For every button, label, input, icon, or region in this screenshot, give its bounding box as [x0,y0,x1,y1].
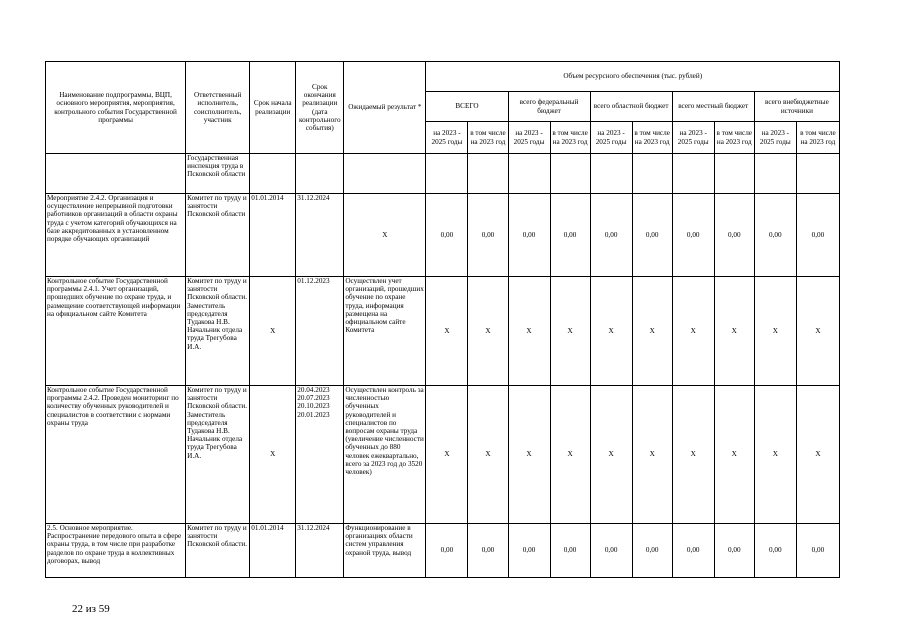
table-row [46,154,840,194]
cell-value [508,154,550,194]
cell-value: 0,00 [590,194,632,277]
cell-value: 0,00 [672,194,714,277]
cell-end: 31.12.2024 [296,194,344,277]
subheader-year: в том числе на 2023 год [550,122,590,154]
cell-value: X [754,277,796,386]
cell-value: 0,00 [550,194,590,277]
cell-executor: Комитет по труду и занятости Псковской области. Заместитель председателя Тудакова Н.В. Начальник отдела труда Трегубова И.А. [186,386,250,524]
cell-value: X [508,386,550,524]
cell-value: X [590,386,632,524]
cell-value [550,154,590,194]
cell-result [344,154,426,194]
subheader-year: в том числе на 2023 год [632,122,672,154]
subheader-year: в том числе на 2023 год [796,122,839,154]
cell-value: X [796,277,839,386]
cell-value: 0,00 [550,524,590,578]
cell-value [632,154,672,194]
subheader-period: на 2023 - 2025 годы [426,122,468,154]
cell-value: 0,00 [508,524,550,578]
cell-start: 01.01.2014 [250,524,296,578]
cell-result: Осуществлен контроль за численностью обученных руководителей и специалистов по вопросам охраны труда (увеличение численности обученных до 880 человек ежеквартально, всего за 2023 год до 3520 человек) [344,386,426,524]
cell-value [468,154,508,194]
cell-name: Контрольное событие Государственной программы 2.4.2. Проведен мониторинг по количеству обученных руководителей и специалистов в соответствии с нормами охраны труда [46,386,186,524]
cell-start: X [250,386,296,524]
cell-value: X [550,277,590,386]
page-number: 22 из 59 [72,603,110,615]
cell-executor: Комитет по труду и занятости Псковской области. [186,524,250,578]
cell-value: 0,00 [632,524,672,578]
subheader-period: на 2023 - 2025 годы [590,122,632,154]
cell-value: 0,00 [632,194,672,277]
cell-executor: Комитет по труду и занятости Псковской области. Заместитель председателя Тудакова Н.В. Начальник отдела труда Трегубова И.А. [186,277,250,386]
cell-end: 31.12.2024 [296,524,344,578]
cell-value: X [590,277,632,386]
cell-value: 0,00 [754,524,796,578]
header-name: Наименование подпрограммы, ВЦП, основного мероприятия, мероприятия, контрольного события Государственной программы [46,62,186,154]
table-row [46,194,840,277]
cell-value: 0,00 [468,524,508,578]
cell-end: 20.04.2023 20.07.2023 20.10.2023 20.01.2023 [296,386,344,524]
cell-value: X [672,386,714,524]
program-table [45,61,840,578]
cell-value: 0,00 [754,194,796,277]
cell-name: 2.5. Основное мероприятие. Распространение передового опыта в сфере охраны труда, в том числе при разработке разделов по охране труда в коллективных договорах, вывод [46,524,186,578]
subheader-period: на 2023 - 2025 годы [754,122,796,154]
cell-value: 0,00 [426,524,468,578]
cell-start: 01.01.2014 [250,194,296,277]
header-start: Срок начала реализации [250,62,296,154]
cell-value: 0,00 [468,194,508,277]
header-group-total: ВСЕГО [426,92,508,122]
cell-value: X [426,386,468,524]
subheader-period: на 2023 - 2025 годы [508,122,550,154]
subheader-year: в том числе на 2023 год [468,122,508,154]
header-executor: Ответственный исполнитель, соисполнитель, участник [186,62,250,154]
header-end: Срок окончания реализации (дата контрольного события) [296,62,344,154]
cell-value: X [468,277,508,386]
cell-value [426,154,468,194]
cell-result: X [344,194,426,277]
cell-value: X [754,386,796,524]
cell-value [754,154,796,194]
table-row [46,524,840,578]
cell-value: X [672,277,714,386]
cell-value: 0,00 [672,524,714,578]
header-group-federal: всего федеральный бюджет [508,92,590,122]
cell-value: 0,00 [508,194,550,277]
cell-value: X [632,277,672,386]
cell-value: X [426,277,468,386]
cell-value: X [550,386,590,524]
table-row [46,386,840,524]
cell-value: 0,00 [714,194,754,277]
cell-end [296,154,344,194]
cell-result: Осуществлен учет организаций, прошедших обучение по охране труда, информация размещена на официальном сайте Комитета [344,277,426,386]
cell-value: X [714,277,754,386]
cell-value: 0,00 [426,194,468,277]
cell-start: X [250,277,296,386]
cell-value: X [714,386,754,524]
header-result: Ожидаемый результат * [344,62,426,154]
table-row [46,277,840,386]
cell-value [590,154,632,194]
cell-name: Контрольное событие Государственной программы 2.4.1. Учет организаций, прошедших обучение по охране труда, и размещение соответствующей информации на официальном сайте Комитета [46,277,186,386]
cell-name [46,154,186,194]
cell-value: 0,00 [714,524,754,578]
cell-executor: Комитет по труду и занятости Псковской области [186,194,250,277]
cell-value: X [468,386,508,524]
cell-end: 01.12.2023 [296,277,344,386]
cell-value: 0,00 [796,194,839,277]
cell-start [250,154,296,194]
header-group-local: всего местный бюджет [672,92,754,122]
cell-value: X [796,386,839,524]
cell-value: X [508,277,550,386]
header-group-extrabudget: всего внебюджетные источники [754,92,839,122]
cell-value [796,154,839,194]
cell-executor: Государственная инспекция труда в Псковской области [186,154,250,194]
cell-name: Мероприятие 2.4.2. Организация и осуществление непрерывной подготовки работников организаций в области охраны труда с учетом категорий обучающихся на базе аккредитованных в установленном порядке обучающих организаций [46,194,186,277]
cell-value: 0,00 [796,524,839,578]
subheader-year: в том числе на 2023 год [714,122,754,154]
cell-value: 0,00 [590,524,632,578]
cell-value [714,154,754,194]
cell-value: X [632,386,672,524]
header-resources: Объем ресурсного обеспечения (тыс. рублей) [426,62,840,92]
subheader-period: на 2023 - 2025 годы [672,122,714,154]
cell-result: Функционирование в организациях области систем управления охраной труда, вывод [344,524,426,578]
header-group-regional: всего областной бюджет [590,92,672,122]
cell-value [672,154,714,194]
